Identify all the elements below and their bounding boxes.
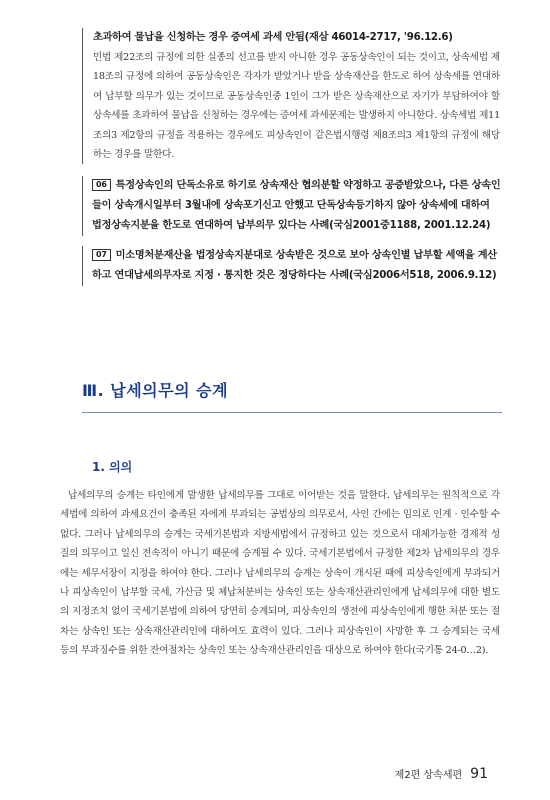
- section-divider: [82, 412, 502, 413]
- case-text: 특정상속인의 단독소유로 하기로 상속재산 협의분할 약정하고 공증받았으나, 다른 상속인들이 상속개시일부터 3월내에 상속포기신고 안했고 단독상속등기하지 않아 상속세에 대하여 법정상속지분을 한도로 연대하여 납부의무 있다는 사례(국심2001중1188, 2001.12.24): [92, 180, 501, 231]
- case-number-badge: 06: [92, 179, 111, 191]
- section-title: Ⅲ. 납세의무의 승계: [82, 381, 229, 400]
- case-06-rule: [82, 176, 83, 236]
- case-07: [92, 246, 502, 286]
- case-07-rule: [82, 246, 83, 286]
- subsection-title: 1. 의의: [92, 460, 133, 474]
- footer-part-label: 제2편 상속세편: [394, 770, 463, 781]
- case-number-badge: 07: [92, 249, 111, 261]
- page-footer: [395, 766, 488, 782]
- page-number: 91: [470, 766, 488, 782]
- case-text: 미소명처분재산을 법정상속지분대로 상속받은 것으로 보아 상속인별 납부할 세액을 계산하고 연대납세의무자로 지정 · 통지한 것은 정당하다는 사례(국심2006서518, 2006.9.12): [92, 250, 497, 281]
- ruling-box: [82, 28, 500, 164]
- body-paragraph: 납세의무의 승계는 타인에게 발생한 납세의무를 그대로 이어받는 것을 말한다. 납세의무는 원칙적으로 각 세법에 의하여 과세요건이 충족된 자에게 부과되는 공법상의 의무로서, 사인 간에는 임의로 인계 · 인수할 수 없다. 그러나 납세의무의 승계는 국세기본법과 지방세법에서 규정하고 있는 것으로서 대체가능한 경제적 성질의 의무이고 일신 전속적이 아니기 때문에 승계될 수 있다. 국세기본법에서 규정한 제2차 납세의무의 경우에는 세무서장이 지정을 하여야 한다. 그러나 납세의무의 승계는 상속이 개시된 때에 피상속인에게 부과되거나 피상속인이 납부할 국세, 가산금 및 체납처분비는 상속인 또는 상속재산관리인에게 납세의무에 대한 별도의 지정조치 없이 국세기본법에 의하여 당연히 승계되며, 피상속인의 생전에 피상속인에게 행한 처분 또는 절차는 상속인 또는 상속재산관리인에 대하여도 효력이 있다. 그러나 피상속인이 사망한 후 그 승계되는 국세 등의 부과징수를 위한 잔여절차는 상속인 또는 상속재산관리인을 대상으로 하여야 한다(국기통 24-0…2).: [60, 490, 500, 657]
- case-06: [92, 176, 502, 236]
- ruling-body: 민법 제22조의 규정에 의한 실종의 선고를 받지 아니한 경우 공동상속인이 되는 것이고, 상속세법 제18조의 규정에 의하여 공동상속인은 각자가 받았거나 받을 상속재산을 한도로 하여 상속세를 연대하여 납부할 의무가 있는 것이므로 공동상속인중 1인이 그가 받은 상속재산으로 자기가 부담하여야 할 상속세를 초과하여 물납을 신청하는 경우에는 증여세 과세문제는 발생하지 아니한다. 상속세법 제11조의3 제2항의 규정을 적용하는 경우에도 피상속인이 같은법시행령 제8조의3 제1항의 규정에 해당하는 경우를 말한다.: [93, 52, 500, 161]
- ruling-title: 초과하여 물납을 신청하는 경우 증여세 과세 안됨(재삼 46014-2717, '96.12.6): [93, 32, 453, 43]
